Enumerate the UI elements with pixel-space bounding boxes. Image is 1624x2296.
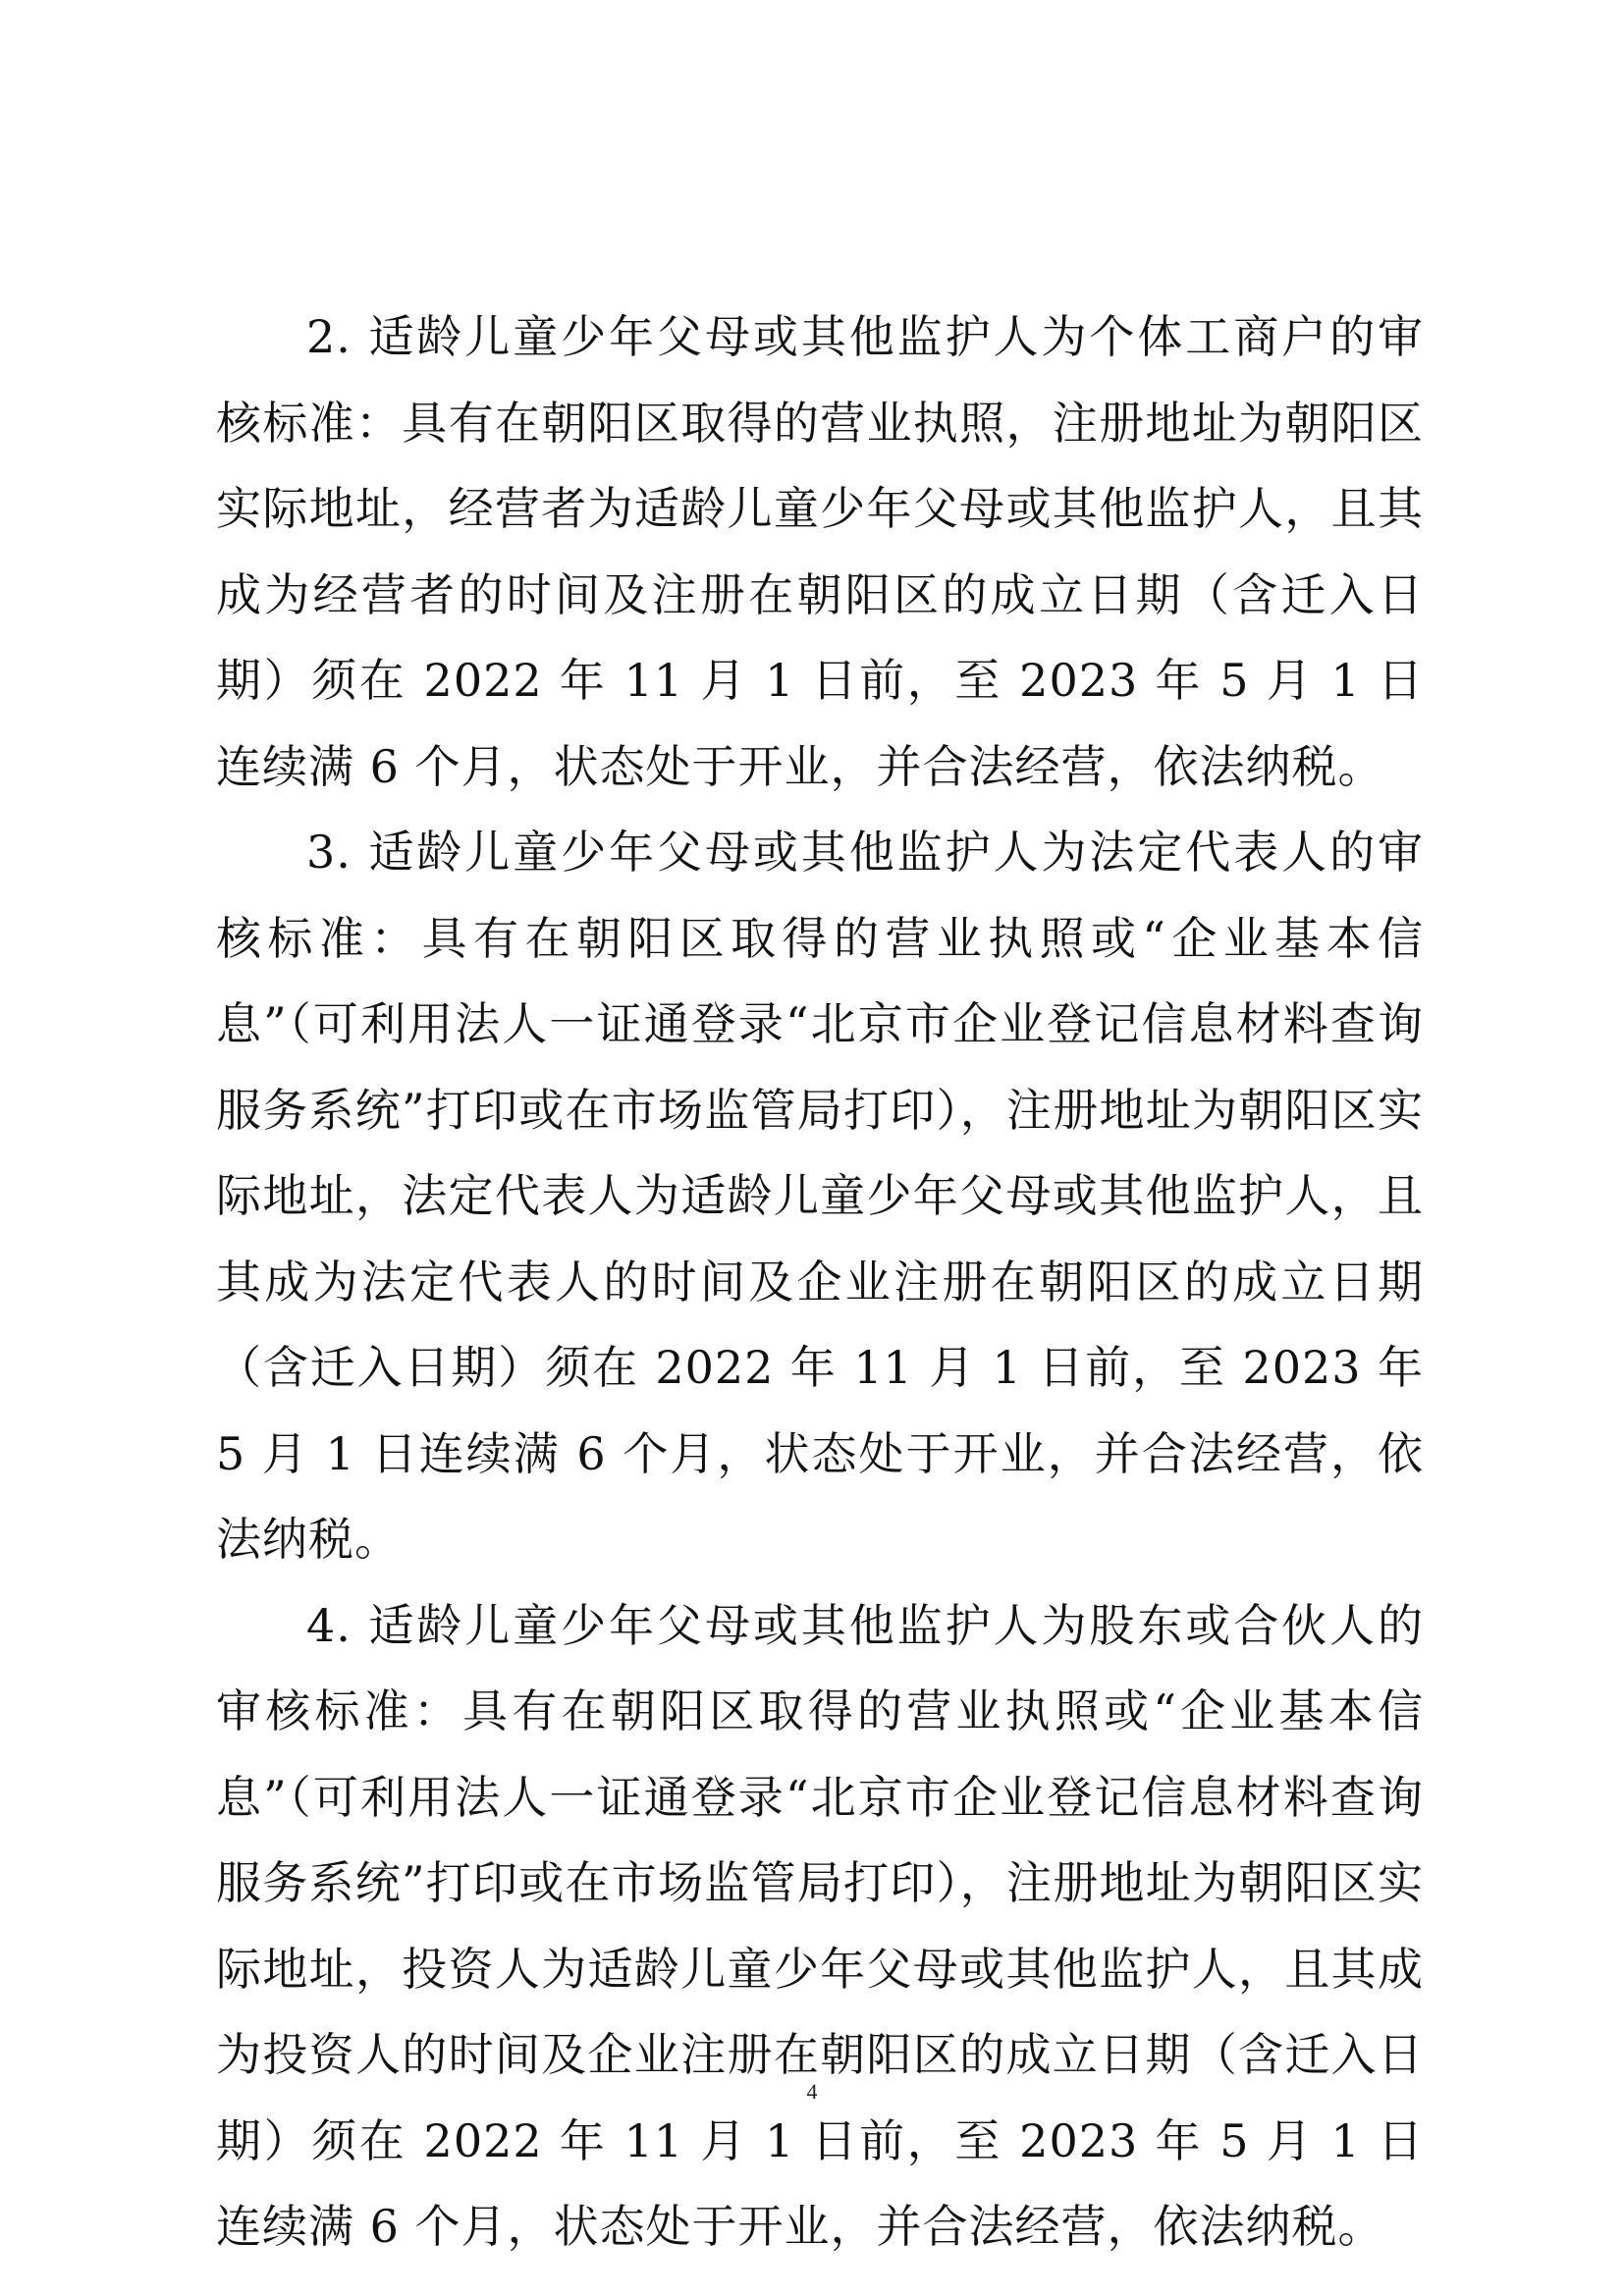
document-body bbox=[216, 294, 1424, 2270]
page-number: 4 bbox=[806, 2079, 818, 2104]
paragraph-item-4: 4. 适龄儿童少年父母或其他监护人为股东或合伙人的审核标准：具有在朝阳区取得的营业执照或“企业基本信息”（可利用法人一证通登录“北京市企业登记信息材料查询服务系统”打印或在市场监管局打印），注册地址为朝阳区实际地址，投资人为适龄儿童少年父母或其他监护人，且其成为投资人的时间及企业注册在朝阳区的成立日期（含迁入日期）须在 2022 年 11 月 1 日前，至 2023 年 5 月 1 日连续满 6 个月，状态处于开业，并合法经营，依法纳税。 bbox=[216, 1598, 1424, 2253]
paragraph-item-2: 2. 适龄儿童少年父母或其他监护人为个体工商户的审核标准：具有在朝阳区取得的营业执照，注册地址为朝阳区实际地址，经营者为适龄儿童少年父母或其他监护人，且其成为经营者的时间及注册在朝阳区的成立日期（含迁入日期）须在 2022 年 11 月 1 日前，至 2023 年 5 月 1 日连续满 6 个月，状态处于开业，并合法经营，依法纳税。 bbox=[216, 310, 1424, 793]
paragraph-item-3: 3. 适龄儿童少年父母或其他监护人为法定代表人的审核标准：具有在朝阳区取得的营业执照或“企业基本信息”（可利用法人一证通登录“北京市企业登记信息材料查询服务系统”打印或在市场监管局打印），注册地址为朝阳区实际地址，法定代表人为适龄儿童少年父母或其他监护人，且其成为法定代表人的时间及企业注册在朝阳区的成立日期（含迁入日期）须在 2022 年 11 月 1 日前，至 2023 年 5 月 1 日连续满 6 个月，状态处于开业，并合法经营，依法纳税。 bbox=[216, 826, 1424, 1566]
